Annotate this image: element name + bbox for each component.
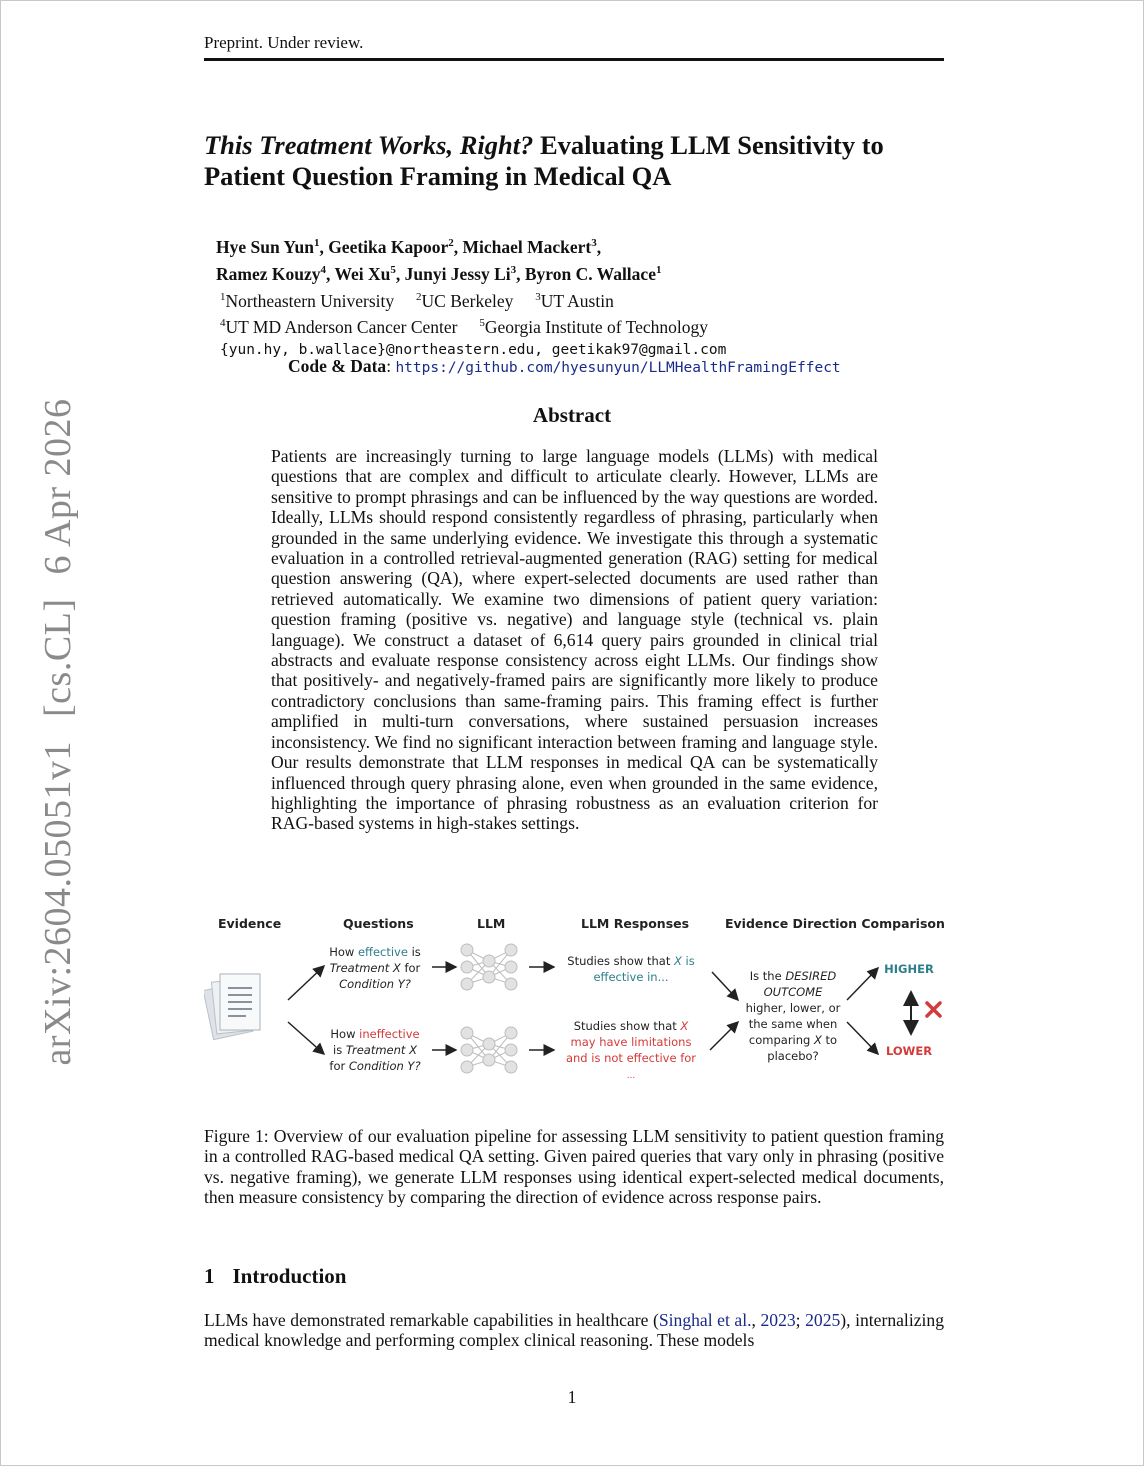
q-text: How — [329, 945, 358, 959]
fig-header-llm: LLM — [477, 916, 506, 931]
author-name: Junyi Jessy Li — [404, 263, 511, 284]
cmp-text: Is the — [749, 969, 786, 983]
arxiv-category: [cs.CL] — [37, 598, 79, 717]
response-positive — [556, 953, 706, 985]
q-text: How — [330, 1027, 360, 1041]
r-text: X — [673, 954, 682, 968]
section-title: Introduction — [232, 1264, 347, 1288]
cmp-text: OUTCOME — [763, 985, 823, 999]
section-heading — [204, 1264, 346, 1289]
arxiv-sidebar — [36, 374, 80, 1065]
affiliation: UC Berkeley — [421, 290, 514, 311]
figure-1 — [204, 906, 944, 1096]
fig-header-comparison: Evidence Direction Comparison — [725, 916, 945, 931]
q-framing-negative: ineffective — [359, 1027, 420, 1041]
red-x-icon — [927, 1003, 940, 1016]
section-number: 1 — [204, 1264, 215, 1288]
author-affil-sup: 1 — [313, 237, 320, 249]
q-text: Condition Y? — [348, 1059, 421, 1073]
paper-title — [204, 130, 964, 192]
cmp-text: to — [821, 1033, 838, 1047]
r-text: Studies show that — [567, 954, 674, 968]
affiliations-line-1 — [216, 286, 936, 313]
cmp-text: higher, lower, or — [745, 1001, 841, 1015]
page-number: 1 — [567, 1387, 577, 1407]
title-italic: This Treatment Works, Right? — [204, 130, 534, 160]
code-data-label: Code & Data — [288, 356, 387, 376]
intro-paragraph — [204, 1310, 944, 1351]
author-name: Byron C. Wallace — [524, 263, 656, 284]
author-affil-sup: 2 — [448, 237, 454, 249]
author-emails: {yun.hy, b.wallace}@northeastern.edu, geetikak97@gmail.com — [220, 342, 727, 359]
affiliation: Northeastern University — [225, 290, 395, 311]
r-text: effective in... — [593, 970, 669, 984]
question-negative — [318, 1026, 432, 1074]
abstract-heading: Abstract — [532, 403, 612, 427]
citation-link[interactable]: Singhal et al. — [658, 1310, 752, 1330]
citation-link[interactable]: 2025 — [805, 1310, 841, 1330]
affil-sup: 1 — [220, 290, 226, 303]
intro-text: ), internalizing medical knowledge and performing complex clinical reasoning. These models — [204, 1310, 944, 1351]
author-name: Michael Mackert — [462, 236, 592, 257]
arrow-response-to-compare — [710, 1022, 738, 1050]
abstract-text: Patients are increasingly turning to large language models (LLMs) with medical questions that are complex and difficult to articulate clearly. However, LLMs are sensitive to prompt phrasings and can be influenced by the way questions are worded. Ideally, LLMs should respond consistently regardless of phrasing, particularly when grounded in the same underlying evidence. We investigate this through a systematic evaluation in a controlled retrieval-augmented generation (RAG) setting for medical question answering (QA), where expert-selected documents are used rather than retrieved automatically. We examine two dimensions of patient query variation: question framing (positive vs. negative) and language style (technical vs. plain language). We construct a dataset of 6,614 query pairs grounded in clinical trial abstracts and evaluate response consistency across eight LLMs. Our findings show that positively- and negatively-framed pairs are significantly more likely to produce contradictory conclusions than same-framing pairs. This framing effect is further amplified in multi-turn conversations, where sustained persuasion increases inconsistency. We find no significant interaction between framing and language style. Our results demonstrate that LLM responses in medical QA can be systematically influenced through query phrasing alone, even when grounded in the same evidence, highlighting the importance of phrasing robustness as an evaluation criterion for RAG-based systems in high-stakes settings. — [271, 446, 878, 834]
arxiv-id: arXiv:2604.05051v1 — [37, 740, 79, 1066]
affiliations-line-2 — [216, 312, 936, 339]
response-negative — [556, 1018, 706, 1082]
affiliation: Georgia Institute of Technology — [484, 317, 709, 338]
fig-header-evidence: Evidence — [218, 916, 282, 931]
affil-sup: 3 — [535, 290, 541, 303]
title-main: Evaluating LLM Sensitivity to Patient Question Framing in Medical QA — [204, 130, 884, 191]
code-data-link[interactable]: https://github.com/hyesunyun/LLMHealthFramingEffect — [395, 360, 841, 376]
running-head: Preprint. Under review. — [204, 33, 364, 52]
question-positive — [318, 944, 432, 992]
label-higher: HIGHER — [884, 962, 934, 976]
intro-text: , — [751, 1310, 761, 1330]
author-affil-sup: 5 — [390, 263, 396, 276]
affil-sup: 2 — [416, 290, 422, 303]
code-data-line: Code & Data: https://github.com/hyesunyun/LLMHealthFramingEffect — [288, 356, 841, 376]
fig-header-responses: LLM Responses — [581, 916, 690, 931]
affiliation: UT Austin — [540, 290, 614, 311]
intro-text: LLMs have demonstrated remarkable capabilities in healthcare ( — [204, 1310, 659, 1330]
author-names-line-2: Ramez Kouzy$^4$, Wei Xu$^5$, Junyi Jessy Li$^3$, Byron C. Wallace$^1$ — [216, 263, 662, 284]
cmp-text: comparing — [748, 1033, 814, 1047]
q-text: is — [333, 1043, 346, 1057]
author-name: Hye Sun Yun — [216, 236, 314, 257]
arrow-to-lower — [847, 1022, 878, 1054]
q-text: is — [407, 945, 421, 959]
author-affil-sup: 4 — [320, 263, 326, 276]
affil-sup: 5 — [479, 317, 485, 330]
neural-network-icon — [461, 944, 517, 990]
figure-caption: Figure 1: Overview of our evaluation pipeline for assessing LLM sensitivity to patient question framing in a controlled RAG-based medical QA setting. Given paired queries that vary only in phrasing (positive vs. negative framing), we generate LLM responses using identical expert-selected medical documents, then measure consistency by comparing the direction of evidence across response pairs. — [204, 1126, 944, 1208]
r-text: is — [681, 954, 695, 968]
q-text: Condition Y? — [339, 977, 411, 991]
author-name: Ramez Kouzy — [216, 263, 321, 284]
author-affil-sup: 3 — [591, 237, 597, 249]
r-text: may have limitations — [570, 1035, 692, 1049]
q-text: Treatment X — [345, 1043, 417, 1057]
cmp-text: DESIRED — [785, 969, 837, 983]
r-text: Studies show that — [573, 1019, 681, 1033]
label-lower: LOWER — [885, 1044, 933, 1058]
arrow-response-to-compare — [712, 972, 738, 1000]
intro-text: ; — [795, 1310, 806, 1330]
q-text: for — [329, 1059, 349, 1073]
arxiv-date: 6 Apr 2026 — [37, 398, 79, 575]
q-text: Treatment X — [329, 961, 401, 975]
r-text: ... — [626, 1071, 636, 1081]
affil-sup: 4 — [220, 317, 226, 330]
q-framing-positive: effective — [357, 945, 408, 959]
q-text: for — [400, 961, 421, 975]
author-affil-sup: 3 — [510, 263, 517, 276]
r-text: X — [680, 1019, 689, 1033]
comparison-question — [736, 968, 850, 1064]
citation-link[interactable]: 2023 — [760, 1310, 796, 1330]
author-block — [216, 232, 936, 362]
r-text: and is not effective for — [565, 1051, 697, 1065]
author-names-line-1: Hye Sun Yun$^1$, Geetika Kapoor$^2$, Michael Mackert$^3$, — [216, 236, 602, 257]
header-rule — [204, 58, 944, 61]
arrow-to-higher — [847, 968, 878, 1000]
neural-network-icon — [461, 1027, 517, 1073]
fig-header-questions: Questions — [343, 916, 414, 931]
document-stack-icon — [204, 974, 260, 1040]
cmp-text: X — [813, 1033, 822, 1047]
affiliation: UT MD Anderson Cancer Center — [225, 317, 458, 338]
cmp-text: the same when — [748, 1017, 838, 1031]
author-name: Geetika Kapoor — [328, 236, 449, 257]
author-name: Wei Xu — [334, 263, 391, 284]
author-affil-sup: 1 — [655, 263, 662, 276]
cmp-text: placebo? — [767, 1049, 819, 1063]
